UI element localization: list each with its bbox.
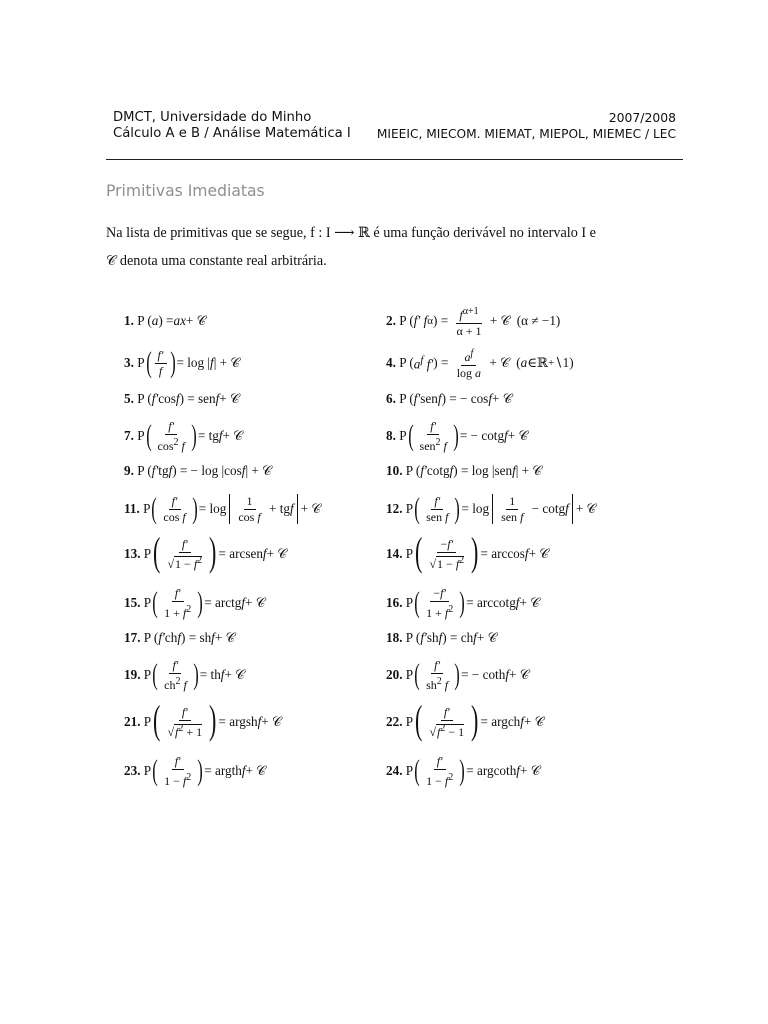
formula-3: 3. P ( $\frac{f'}{f}$ ) = log | f | + 𝒞 [124,346,240,379]
formula-2: 2. P ( f′ f α ) = $\frac{f^{\alpha+1}}{\alpha + 1}$ + 𝒞 (α ≠ −1) [386,305,561,338]
formula-number: 2. [386,313,396,328]
formula-11: 11. P ( $\frac{f'}{\text{cos f}}$ ) = log $\frac{1}{\text{cos f}}$ + tg f + 𝒞 [124,492,322,525]
formula-number: 9. [124,463,134,478]
formula-number: 17. [124,630,141,645]
formula-14: 14. P ( $\frac{-f'}{√1 - f^2}$ ) = arccos f + 𝒞 [386,529,549,574]
formula-number: 22. [386,714,403,729]
formula-number: 19. [124,667,141,682]
formula-12: 12. P ( $\frac{f'}{\text{sen f}}$ ) = log $\frac{1}{\text{sen f}}$ − cotg f + 𝒞 [386,492,597,525]
formula-number: 18. [386,630,403,645]
intro-line-1: Na lista de primitivas que se segue, f : I ⟶ ℝ é uma função derivável no intervalo I e [106,225,596,241]
formula-9: 9. P ( f′ tg f ) = − log |cos f | + 𝒞 [124,463,272,478]
course-name: Cálculo A e B / Análise Matemática I [113,126,351,141]
formula-number: 20. [386,667,403,682]
formula-17: 17. P ( f′ ch f ) = sh f + 𝒞 [124,630,236,645]
academic-year: 2007/2008 [608,110,676,125]
formula-8: 8. P ( $\frac{f'}{sen^2 f}$ ) = − cotg f + 𝒞 [386,418,529,453]
formula-10: 10. P ( f′ cotg f ) = log |sen f | + 𝒞 [386,463,543,478]
intro-line-2: 𝒞 denota uma constante real arbitrária. [106,253,327,269]
formula-number: 11. [124,501,140,516]
formula-number: 10. [386,463,403,478]
formula-19: 19. P ( $\frac{f'}{ch^2 f}$ ) = th f + 𝒞 [124,657,245,692]
formula-number: 15. [124,595,141,610]
formula-number: 24. [386,763,403,778]
formula-number: 14. [386,546,403,561]
formula-number: 21. [124,714,141,729]
formula-number: 13. [124,546,141,561]
formula-15: 15. P ( $\frac{f'}{1 + f^2}$ ) = arctg f + 𝒞 [124,585,266,620]
formula-number: 12. [386,501,403,516]
formula-number: 7. [124,428,134,443]
formula-number: 5. [124,391,134,406]
formula-number: 1. [124,313,134,328]
formula-22: 22. P ( $\frac{f'}{√f^2 - 1}$ ) = argch f + 𝒞 [386,697,545,742]
formula-4: 4. P ( $a^f$ f′ ) = $\frac{a^f}{\text{log a}}$ + 𝒞 ( a ∈ℝ + ∖1) [386,347,574,380]
formula-16: 16. P ( $\frac{-f'}{1 + f^2}$ ) = arccotg f + 𝒞 [386,585,540,620]
formula-13: 13. P ( $\frac{f'}{√1 - f^2}$ ) = arcsen f + 𝒞 [124,529,287,574]
formula-1: 1. P ( a ) = ax + 𝒞 [124,313,207,328]
formula-number: 6. [386,391,396,406]
formula-5: 5. P ( f′ cos f ) = sen f + 𝒞 [124,391,240,406]
formula-21: 21. P ( $\frac{f'}{√f^2 + 1}$ ) = argsh f + 𝒞 [124,697,282,742]
formula-24: 24. P ( $\frac{f'}{1 - f^2}$ ) = argcoth f + 𝒞 [386,753,541,788]
formula-7: 7. P ( $\frac{f'}{\cos^2 f}$ ) = tg f + 𝒞 [124,418,243,453]
formula-20: 20. P ( $\frac{f'}{sh^2 f}$ ) = − coth f + 𝒞 [386,657,530,692]
institution-name: DMCT, Universidade do Minho [113,110,312,125]
section-title: Primitivas Imediatas [106,182,265,200]
programs-list: MIEEIC, MIECOM. MIEMAT, MIEPOL, MIEMEC / LEC [376,127,676,141]
formula-number: 23. [124,763,141,778]
formula-number: 8. [386,428,396,443]
formula-number: 16. [386,595,403,610]
formula-18: 18. P ( f′ sh f ) = ch f + 𝒞 [386,630,498,645]
formula-23: 23. P ( $\frac{f'}{1 - f^2}$ ) = argth f + 𝒞 [124,753,266,788]
header-divider [106,159,683,160]
formula-number: 4. [386,355,396,370]
formula-number: 3. [124,355,134,370]
formula-6: 6. P ( f′ sen f ) = − cos f + 𝒞 [386,391,513,406]
